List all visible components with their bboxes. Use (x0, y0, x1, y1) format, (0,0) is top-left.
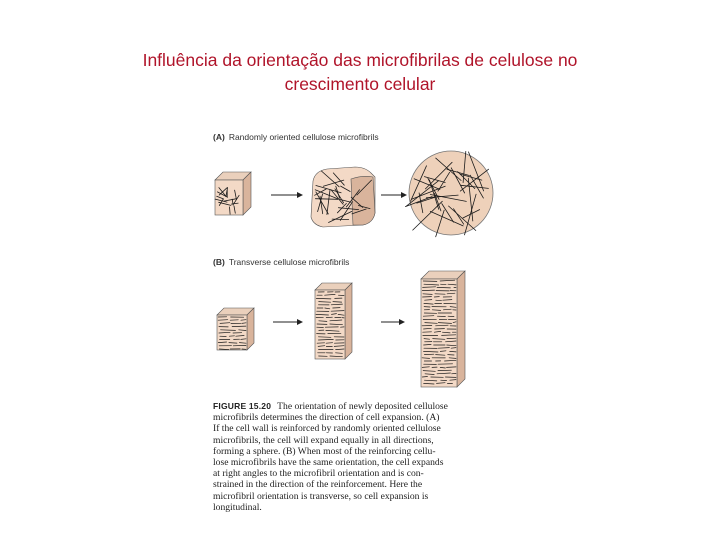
microfibril (422, 377, 427, 378)
caption-line: forming a sphere. (B) When most of the reinforcing cellu- (213, 445, 436, 457)
panel-b-letter: (B) (213, 257, 225, 267)
microfibril (336, 353, 343, 354)
caption-line: at right angles to the microfibril orientation and is con- (213, 468, 424, 480)
arrow-icon (381, 319, 405, 325)
panel-a-text: Randomly oriented cellulose microfibrils (228, 132, 379, 142)
cube-random-small (215, 172, 251, 215)
caption-line: lose microfibrils have the same orientation, the cell expands (213, 457, 444, 469)
sphere-random (405, 151, 493, 237)
caption-line: strained in the direction of the reinforcement. Here the (213, 479, 423, 491)
microfibril (232, 326, 246, 327)
panel-a-letter: (A) (213, 132, 225, 142)
column-transverse-medium (315, 283, 352, 359)
column-transverse-tall (421, 271, 465, 387)
microfibril (450, 351, 456, 352)
panel-b-text: Transverse cellulose microfibrils (228, 257, 350, 267)
figure-caption (213, 401, 503, 513)
microfibril (229, 343, 237, 344)
microfibril (447, 367, 457, 368)
caption-line: The orientation of newly deposited cellulose (277, 401, 448, 412)
microfibril (436, 300, 442, 301)
caption-line: microfibrils, the cell will expand equally in all directions, (213, 434, 434, 446)
microfibril (437, 287, 450, 288)
microfibril (241, 320, 246, 321)
microfibril (333, 302, 342, 303)
microfibril (318, 337, 331, 338)
figure-number: FIGURE 15.20 (213, 401, 272, 411)
caption-line-first (213, 401, 503, 412)
microfibril (441, 284, 447, 285)
microfibril (423, 316, 434, 317)
microfibril-illustration (205, 125, 505, 397)
slide-title-line-1: Influência da orientação das microfibrilas de celulose no (142, 50, 578, 70)
arrow-icon (273, 319, 303, 325)
microfibril (218, 320, 228, 321)
caption-line: If the cell wall is reinforced by randomly oriented cellulose (213, 423, 441, 435)
microfibril (316, 298, 331, 299)
caption-line: microfibril orientation is transverse, so cell expansion is (213, 490, 429, 502)
cube-transverse-small (217, 308, 254, 350)
cube-random-rounded (311, 167, 375, 227)
microfibril (422, 290, 434, 291)
caption-line: longitudinal. (213, 501, 262, 513)
slide-title-line-2: crescimento celular (284, 74, 436, 94)
arrow-icon (381, 192, 407, 198)
caption-line: microfibrils determines the direction of cell expansion. (A) (213, 412, 440, 424)
arrow-icon (271, 192, 303, 198)
microfibril (326, 343, 333, 344)
slide-title (60, 48, 660, 96)
figure (205, 125, 505, 525)
